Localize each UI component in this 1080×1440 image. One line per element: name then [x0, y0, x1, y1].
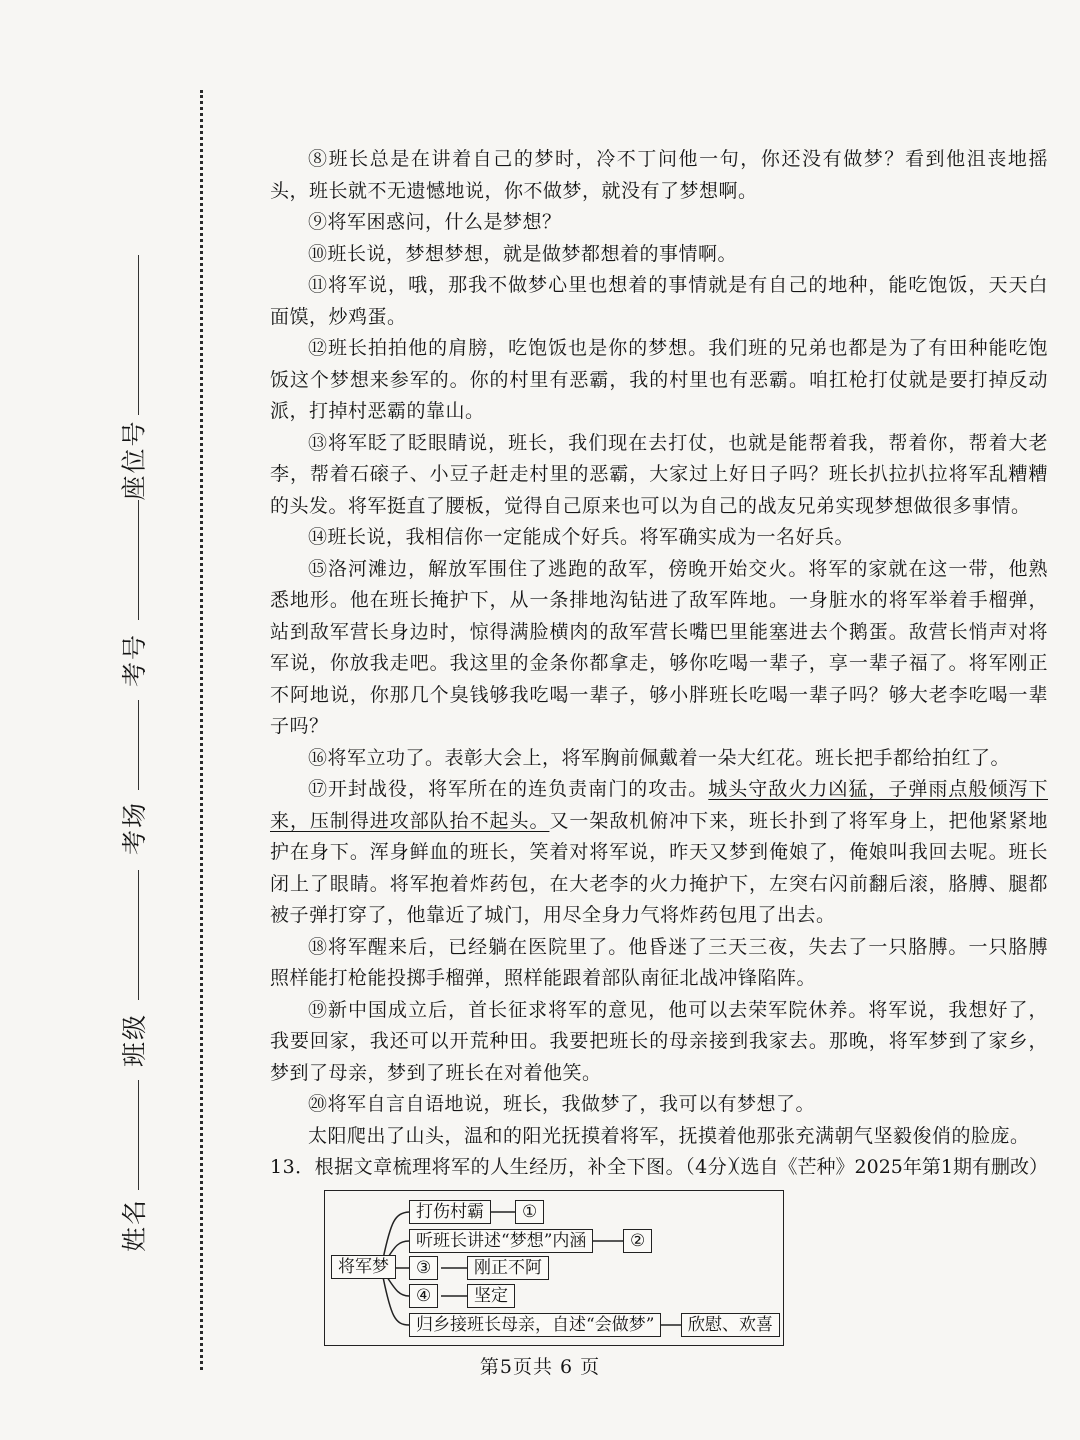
underlined-sentence: 城头守敌火力凶猛，子弹雨点般倾泻下来，压制得进攻部队抬不起头。: [270, 778, 1048, 832]
paragraph-9: ⑨将军困惑问，什么是梦想？: [308, 211, 562, 233]
diagram-root-box: 将军梦: [331, 1255, 396, 1279]
paragraph-20: ⑳将军自言自语地说，班长，我做梦了，我可以有梦想了。: [308, 1093, 816, 1115]
exam-number-label: 考号: [119, 632, 149, 688]
question-13: 13．根据文章梳理将军的人生经历，补全下图。（4分）: [270, 1156, 747, 1178]
class-rule: [138, 870, 139, 1000]
result-box-4: 坚定: [467, 1284, 515, 1308]
passage: [270, 144, 1048, 1184]
closing-paragraph: 太阳爬出了山头，温和的阳光抚摸着将军，抚摸着他那张充满朝气坚毅俊俏的脸庞。: [308, 1124, 1030, 1147]
paragraph-18: ⑱将军醒来后，已经躺在医院里了。他昏迷了三天三夜，失去了一只胳膊。一只胳膊照样能打枪能投掷手榴弹，照样能跟着部队南征北战冲锋陷阵。: [270, 935, 1048, 989]
event-box-2: 听班长讲述“梦想”内涵: [409, 1229, 593, 1253]
paragraph-19: ⑲新中国成立后，首长征求将军的意见，他可以去荣军院休养。将军说，我想好了，我要回家，我还可以开荒种田。我要把班长的母亲接到我家去。那晚，将军梦到了家乡，梦到了母亲，梦到了班长在对着他笑。: [270, 998, 1048, 1084]
exam-room-rule: [138, 700, 139, 790]
event-box-1: 打伤村霸: [409, 1200, 491, 1224]
paragraph-13: ⑬将军眨了眨眼睛说，班长，我们现在去打仗，也就是能帮着我，帮着你，帮着大老李，帮着石磙子、小豆子赶走村里的恶霸，大家过上好日子吗？班长扒拉扒拉将军乱糟糟的头发。将军挺直了腰板，觉得自己原来也可以为自己的战友兄弟实现梦想做很多事情。: [270, 431, 1048, 517]
result-box-5: 欣慰、欢喜: [681, 1313, 780, 1337]
result-box-2: ②: [623, 1229, 652, 1253]
paragraph-10: ⑩班长说，梦想梦想，就是做梦都想着的事情啊。: [308, 242, 738, 265]
exam-room-label: 考场: [119, 800, 149, 856]
exam-number-rule: [138, 500, 139, 620]
connector-branch-5: [383, 1277, 409, 1325]
name-rule: [138, 1080, 139, 1190]
connector-branch-1: [383, 1212, 409, 1259]
seat-number-rule: [138, 255, 139, 415]
page-number: 第5页共 6 页: [479, 1356, 601, 1378]
event-box-4: ④: [409, 1284, 438, 1308]
paragraph-12: ⑫班长拍拍他的肩膀，吃饱饭也是你的梦想。我们班的兄弟也都是为了有田种能吃饱饭这个梦想来参军的。你的村里有恶霸，我的村里也有恶霸。咱扛枪打仗就是要打掉反动派，打掉村恶霸的靠山。: [270, 337, 1048, 422]
paragraph-11: ⑪将军说，哦，那我不做梦心里也想着的事情就是有自己的地种，能吃饱饭，天天白面馍，炒鸡蛋。: [270, 274, 1048, 328]
paragraph-15: ⑮洛河滩边，解放军围住了逃跑的敌军，傍晚开始交火。将军的家就在这一带，他熟悉地形。他在班长掩护下，从一条排地沟钻进了敌军阵地。一身脏水的将军举着手榴弹，站到敌军营长身边时，惊得满脸横肉的敌军营长嘴巴里能塞进去个鹅蛋。敌营长悄声对将军说，你放我走吧。我这里的金条你都拿走，够你吃喝一辈子，享一辈子福了。将军刚正不阿地说，你那几个臭钱够我吃喝一辈子，够小胖班长吃喝一辈子吗？够大老李吃喝一辈子吗？: [270, 557, 1048, 737]
name-label: 姓名: [119, 1197, 149, 1253]
seat-number-label: 座位号: [119, 419, 149, 501]
paragraph-17-rest: 又一架敌机俯冲下来，班长扑到了将军身上，把他紧紧地护在身下。浑身鲜血的班长，笑着对将军说，昨天又梦到俺娘了，俺娘叫我回去呢。班长闭上了眼睛。将军抱着炸药包，在大老李的火力掩护下，左突右闪前翻后滚，胳膊、腿都被子弹打穿了，他靠近了城门，用尽全身力气将炸药包甩了出去。: [270, 809, 1048, 926]
paragraph-14: ⑭班长说，我相信你一定能成个好兵。将军确实成为一名好兵。: [308, 526, 855, 548]
source-citation: （选自《芒种》2025年第1期有删改）: [721, 1156, 1048, 1178]
result-box-3: 刚正不阿: [467, 1256, 549, 1280]
binding-dotted-line: [200, 90, 203, 1370]
class-label: 班级: [119, 1012, 149, 1068]
paragraph-8: ⑧班长总是在讲着自己的梦时，冷不丁问他一句，你还没有做梦？看到他沮丧地摇头，班长就不无遗憾地说，你不做梦，就没有了梦想啊。: [270, 148, 1048, 202]
paragraph-17-start: ⑰开封战役，将军所在的连负责南门的攻击。: [308, 778, 709, 800]
paragraph-16: ⑯将军立功了。表彰大会上，将军胸前佩戴着一朵大红花。班长把手都给拍红了。: [308, 746, 1011, 769]
event-box-3: ③: [409, 1256, 438, 1280]
result-box-1: ①: [515, 1200, 544, 1224]
connector-branch-4: [387, 1277, 409, 1296]
event-box-5: 归乡接班长母亲，自述“会做梦”: [409, 1313, 661, 1337]
life-experience-diagram: [324, 1190, 784, 1346]
paragraph-17: [270, 774, 1048, 932]
